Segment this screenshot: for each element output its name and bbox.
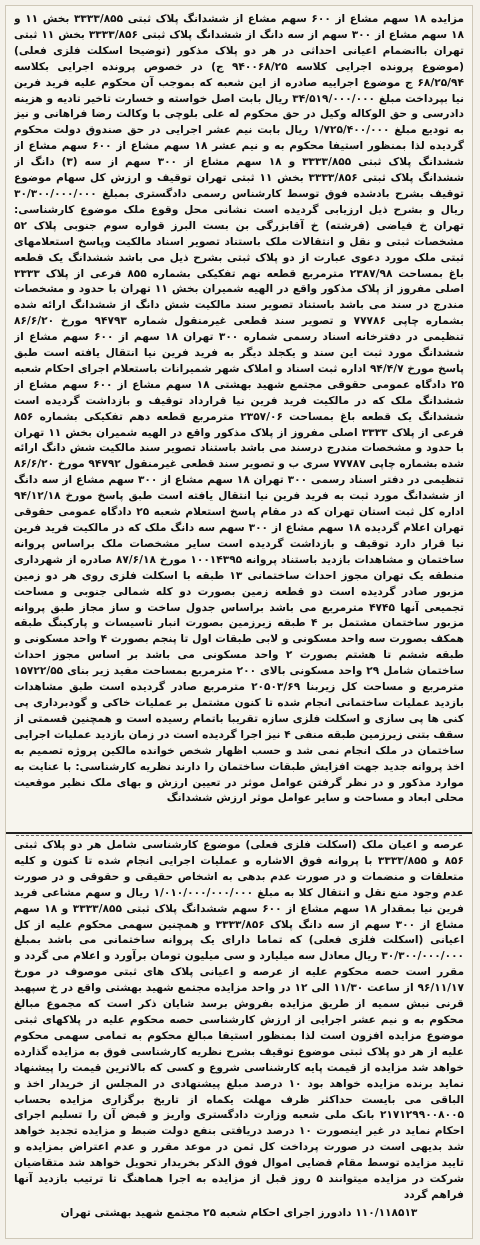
newspaper-clipping — [6, 6, 472, 1238]
section-divider — [6, 832, 472, 834]
auction-notice-part-2 — [14, 838, 464, 1228]
notice-1-body: مزایده ۱۸ سهم مشاع از ۶۰۰ سهم مشاع از ششدانگ پلاک ثبتی ۳۳۳۳/۸۵۵ بخش ۱۱ و ۱۸ سهم مشاع از ۳۰۰ سهم از سه دانگ از ششدانگ پلاک ثبتی ۳۳۳۳/۸۵۶ بخش ۱۱ ثبتی تهران باانضمام اعیانی احداثی در هر دو پلاک مذکور (توضیحا اسکلت فلزی فعلی) (موضوع پرونده اجرایی کلاسه ۹۴۰۰۶۸/۲۵ ج) در خصوص پرونده اجرایی بکلاسه ۶۸/۲۵/۹۴ ج موضوع اجراییه صادره از این شعبه که بموجب آن محکوم علیه فرید فرین نیا بپرداخت مبلغ ۳۴/۵۱۹/۰۰۰/۰۰۰ ریال بابت اصل خواسته و خسارت تاخیر تادیه و هزینه دادرسی و حق الوکاله وکیل در حق محکوم له علی بلوچی با وکالت رضا فراهانی و نیز به تودیع مبلغ ۱/۷۲۵/۴۰۰/۰۰۰ ریال بابت نیم عشر اجرایی در حق صندوق دولت محکوم گردیده لذا بمنظور استیفا محکوم به و نیم عشر ۱۸ سهم مشاع از ۶۰۰ سهم مشاع از ششدانگ پلاک ثبتی ۳۳۳۳/۸۵۵ و ۱۸ سهم مشاع از ۳۰۰ سهم از سه (۳) دانگ از ششدانگ پلاک ثبتی ۳۳۳۳/۸۵۶ بخش ۱۱ ثبتی تهران توقیف و ارزش کل سهام موضوع توقیف بشرح بادشده فوق توسط کارشناس رسمی دادگستری بمبلغ ۳۰/۳۰۰/۰۰۰/۰۰۰ ریال و بشرح ذیل ارزیابی گردیده است نشانی محل وقوع ملک موضوع کارشناسی: تهران خ فیاضی (فرشته) خ آقابزرگی بن بست البرز قواره سوم جنوبی پلاک ۵۲ مشخصات ثبتی و نقل و انتقالات ملک باستناد تصویر اسناد مالکیت وپاسخ استعلامهای ثبتی ملک مورد دعوی عبارت از دو پلاک ثبتی بشرح ذیل می باشد ششدانگ یک قطعه باغ بمساحت ۲۳۸۷/۹۸ مترمربع قطعه نهم تفکیکی بشماره ۸۵۵ فرعی از پلاک ۳۳۳۳ اصلی مفروز از پلاک مذکور واقع در الهیه شمیران بخش ۱۱ تهران با حدود و مشخصات مندرج در سند می باشد باستناد تصویر سند مالکیت شش دانگ از ششدانگ ارائه شده بشماره چاپی ۷۷۷۸۶ و تصویر سند قطعی غیرمنقول شماره ۹۴۷۹۳ مورخ ۸۶/۶/۲۰ تنظیمی در دفترخانه اسناد رسمی شماره ۳۰۰ تهران ۱۸ سهم از ۶۰۰ سهم مشاع از ششدانگ مورد ثبت این سند و یکجلد دیگر به فرید فرین نیا انتقال یافته است طبق پاسخ مورخ ۹۴/۴/۷ اداره ثبت اسناد و املاک شهر شمیرانات باستعلام اجرای احکام شعبه ۲۵ دادگاه عمومی حقوقی مجتمع شهید بهشتی ۱۸ سهم مشاع از ۶۰۰ سهم مشاع از ششدانگ ملک که در مالکیت فرید فرین نیا قرارداد توقیف و بازداشت گردیده است ششدانگ یک قطعه باغ بمساحت ۲۳۵۷/۰۶ مترمربع قطعه دهم تفکیکی بشماره ۸۵۶ فرعی از پلاک ۳۳۳۳ اصلی مفروز از پلاک مذکور واقع در الهیه شمیران بخش ۱۱ تهران با حدود و مشخصات مندرج درسند می باشد باستناد تصویر سند مالکیت شش دانگ ارائه شده بشماره چاپی ۷۷۷۸۷ سری ب و تصویر سند قطعی غیرمنقول ۹۴۷۹۲ مورخ ۸۶/۶/۲۰ تنظیمی در دفتر اسناد رسمی ۳۰۰ تهران ۱۸ سهم مشاع از ۳۰۰ سهم مشاع از سه دانگ از ششدانگ مورد ثبت به فرید فرین نیا انتقال یافته است طبق پاسخ مورخ ۹۴/۱۲/۱۸ اداره کل ثبت استان تهران که در مقام پاسخ استعلام شعبه ۲۵ دادگاه عمومی حقوقی تهران اعلام گردیده ۱۸ سهم مشاع از ۳۰۰ سهم سه دانگ ملک که در مالکیت فرید فرین نیا قرار دارد توقیف و بازداشت گردیده است سایر مشخصات ملک براساس پروانه ساختمان و مشاهدات بازدید باستناد پروانه ۱۰۰۱۴۳۹۵ مورخ ۸۷/۶/۱۸ صادره از شهرداری منطقه یک تهران مجوز احداث ساختمانی ۱۳ طبقه با اسکلت فلزی روی هر دو زمین مزبور صادر گردیده است دو قطعه زمین بصورت دو کله شمالی جنوبی و مساحت تجمیعی آنها ۴۷۴۵ مترمربع می باشد براساس جدول ساخت و ساز مجاز طبق پروانه مزبور ساختمان مشتمل بر ۴ طبقه زیرزمین بصورت انبار تاسیسات و پارکینگ طبقه همکف بصورت سه واحد مسکونی و لابی طبقات اول تا پنجم بصورت ۴ واحد مسکونی و طبقه ششم تا هشتم بصورت ۲ واحد مسکونی می باشد بر اساس مجوز احداث ساختمان شامل ۲۹ واحد مسکونی بالای ۲۰۰ مترمربع بمساحت مفید زیر بنای ۱۵۷۲۲/۵۵ مترمربع و مساحت کل زیربنا ۲۰۵۰۳/۶۹ مترمربع صادر گردیده است طبق مشاهدات بازدید عملیات ساختمانی انجام شده تا کنون مشتمل بر عملیات خاکی و گودبرداری پی کنی ها پی سازی و اسکلت فلزی سازه تقریبا باتمام رسیده است و همچنین قسمتی از سقف بتنی زیرزمین طبقه منفی ۴ نیز اجرا گردیده است در زمان بازدید عملیات اجرایی ساختمان در ملک انجام نمی شد و حسب اظهار شخص خوانده مالکین پروژه تصمیم به اخذ پروانه جدید جهت افزایش طبقات ساختمان را دارند نظریه کارشناسی: با عنایت به موارد مذکور و در نظر گرفتن عوامل موثر در تعیین ارزش و بهای ملک نظیر موقعیت محلی ابعاد و مساحت و سایر عوامل موثر ارزش ششدانگ — [14, 13, 464, 805]
auction-notice-part-1 — [14, 12, 464, 830]
notice-signature: ۱۱۰/۱۱۸۵۱۳ دادورز اجرای احکام شعبه ۲۵ مجتمع شهید بهشتی تهران — [60, 1206, 418, 1219]
notice-2-body: عرصه و اعیان ملک (اسکلت فلزی فعلی) موضوع کارشناسی شامل هر دو پلاک ثبتی ۸۵۶ و ۳۳۳۳/۸۵۵ با پروانه فوق الاشاره و عملیات اجرایی انجام شده تا کنون و کلیه متعلقات و منضمات و در صورت عدم بدهی به اشخاص حقیقی و حقوقی و در صورت عدم وجود منع نقل و انتقال کلا به مبلغ ۱/۰۱۰/۰۰۰/۰۰۰/۰۰۰ ریال و سهم مشاعی فرید فرین نیا بمقدار ۱۸ سهم مشاع از ۶۰۰ سهم ششدانگ پلاک ثبتی ۳۳۳۳/۸۵۵ و ۱۸ سهم مشاع از ۳۰۰ سهم از سه دانگ پلاک ۳۳۳۳/۸۵۶ و همچنین سهمی محکوم علیه از کل اعیانی (اسکلت فلزی فعلی) که تماما دارای یک پروانه ساختمانی می باشد بمبلغ ۳۰/۳۰۰/۰۰۰/۰۰۰ ریال معادل سه میلیارد و سی میلیون تومان برآورد و اعلام می گردد و مقرر است حصه محکوم علیه از عرصه و اعیانی پلاک های ثبتی موصوف در مورخ ۹۶/۱۱/۱۷ از ساعت ۱۱/۳۰ الی ۱۲ در واحد مزایده مجتمع شهید بهشتی واقع در خ سپهبد قرنی نبش سمیه از طریق مزایده بفروش برسد شایان ذکر است که مجموع مبالغ محکوم به و نیم عشر اجرایی از ارزش کارشناسی حصه محکوم علیه در پلاکهای ثبتی موضوع مزایده افزون است لذا بمنظور استیفا مبالغ محکوم به تمامی سهمی محکوم علیه از هر دو پلاک ثبتی موضوع توقیف بشرح نظریه کارشناسی فوق به مزایده گذارده خواهد شد مزایده از قیمت پایه کارشناسی شروع و کسی که بالاترین قیمت را پیشنهاد نماید برنده مزایده خواهد بود ۱۰ درصد مبلغ پیشنهادی در المجلس از خریدار اخذ و الباقی می بایست حداکثر ظرف مهلت یکماه از تاریخ برگزاری مزایده بحساب ۲۱۷۱۲۹۹۰۰۸۰۰۵ بانک ملی شعبه وزارت دادگستری واریز و قبض آن را تسلیم اجرای احکام نماید در غیر اینصورت ۱۰ درصد دریافتی بنفع دولت ضبط و مزایده تجدید خواهد شد بدیهی است در صورت پرداخت کل ثمن در موعد مقرر و عدم اعتراض بمزایده و تایید مزایده توسط مقام قضایی اموال فوق الذکر بخریدار تحویل خواهد شد متقاضیان شرکت در مزایده میتوانند ۵ روز قبل از مزایده به اجرا هماهنگ تا ترتیب بازدید آنها فراهم گردد — [14, 839, 464, 1201]
dashed-divider — [16, 835, 462, 836]
